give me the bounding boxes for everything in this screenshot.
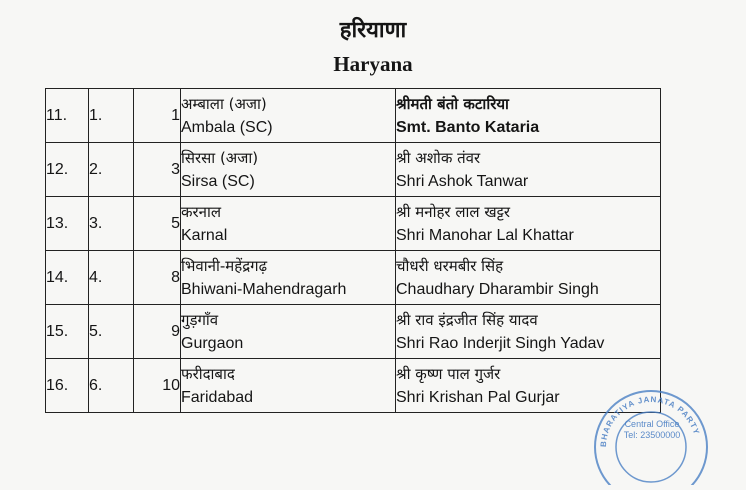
candidate-cell [396, 89, 661, 143]
state-serial-cell [89, 197, 134, 251]
candidate-name-hindi: श्री अशोक तंवर [396, 148, 481, 167]
state-serial-cell [89, 143, 134, 197]
serial-number: 16. [46, 376, 69, 394]
constituency-name-hindi: अम्बाला (अजा) [181, 94, 267, 113]
stamp-ring-text: BHARATIYA JANATA PARTY [598, 394, 702, 448]
table-row [46, 89, 661, 143]
candidate-cell [396, 197, 661, 251]
constituency-number: 1 [171, 106, 180, 124]
constituency-number: 5 [171, 214, 180, 232]
state-title-english: Haryana [333, 52, 413, 76]
candidate-name-english: Shri Manohar Lal Khattar [396, 226, 574, 244]
constituency-name-english: Sirsa (SC) [181, 172, 255, 190]
state-serial-number: 2. [89, 160, 103, 178]
stamp-line-2: Tel: 23500000 [623, 430, 681, 440]
serial-number-cell [46, 197, 89, 251]
constituency-name-hindi: सिरसा (अजा) [181, 148, 259, 167]
constituency-cell [181, 143, 396, 197]
serial-number-cell [46, 143, 89, 197]
constituency-cell [181, 359, 396, 413]
candidate-name-hindi: चौधरी धरमबीर सिंह [396, 256, 504, 275]
constituency-cell [181, 305, 396, 359]
office-stamp [590, 385, 708, 485]
serial-number: 11. [46, 106, 68, 124]
state-serial-cell [89, 305, 134, 359]
constituency-name-english: Ambala (SC) [181, 118, 273, 136]
constituency-cell [181, 89, 396, 143]
stamp-graphic [590, 385, 708, 485]
table-row [46, 197, 661, 251]
serial-number-cell [46, 305, 89, 359]
table-row [46, 305, 661, 359]
candidate-name-hindi: श्री मनोहर लाल खट्टर [396, 202, 511, 221]
constituency-name-english: Karnal [181, 226, 228, 244]
state-serial-number: 1. [89, 106, 103, 124]
constituency-name-hindi: भिवानी-महेंद्रगढ़ [181, 256, 268, 275]
candidate-name-hindi: श्री कृष्ण पाल गुर्जर [396, 364, 501, 383]
constituency-name-hindi: करनाल [181, 202, 222, 221]
constituency-name-hindi: फरीदाबाद [181, 364, 235, 383]
table-row [46, 359, 661, 413]
pc-number-cell [134, 143, 181, 197]
serial-number: 15. [46, 322, 69, 340]
pc-number-cell [134, 251, 181, 305]
constituency-name-english: Bhiwani-Mahendragarh [181, 280, 347, 298]
serial-number-cell [46, 89, 89, 143]
constituency-name-english: Faridabad [181, 388, 254, 406]
serial-number: 14. [46, 268, 69, 286]
state-serial-cell [89, 359, 134, 413]
constituency-number: 9 [171, 322, 180, 340]
candidate-name-hindi: श्रीमती बंतो कटारिया [396, 94, 509, 113]
candidate-name-hindi: श्री राव इंद्रजीत सिंह यादव [396, 310, 538, 329]
candidate-cell [396, 143, 661, 197]
table-row [46, 251, 661, 305]
serial-number-cell [46, 251, 89, 305]
candidate-name-english: Shri Rao Inderjit Singh Yadav [396, 334, 605, 352]
pc-number-cell [134, 89, 181, 143]
constituency-number: 10 [162, 376, 180, 394]
table-row [46, 143, 661, 197]
state-serial-cell [89, 251, 134, 305]
constituency-number: 3 [171, 160, 180, 178]
candidate-table [45, 88, 661, 413]
candidate-name-english: Smt. Banto Kataria [396, 118, 540, 136]
constituency-name-english: Gurgaon [181, 334, 244, 352]
pc-number-cell [134, 359, 181, 413]
state-serial-number: 5. [89, 322, 103, 340]
serial-number: 12. [46, 160, 69, 178]
candidate-cell [396, 251, 661, 305]
serial-number-cell [46, 359, 89, 413]
candidate-name-english: Chaudhary Dharambir Singh [396, 280, 599, 298]
constituency-name-hindi: गुड़गाँव [181, 310, 219, 329]
constituency-number: 8 [171, 268, 180, 286]
candidate-table-body [46, 89, 661, 413]
pc-number-cell [134, 197, 181, 251]
stamp-line-1: Central Office [624, 419, 680, 429]
state-serial-number: 3. [89, 214, 103, 232]
pc-number-cell [134, 305, 181, 359]
constituency-cell [181, 197, 396, 251]
candidate-name-english: Shri Ashok Tanwar [396, 172, 529, 190]
state-serial-number: 6. [89, 376, 103, 394]
candidate-cell [396, 305, 661, 359]
state-serial-number: 4. [89, 268, 103, 286]
serial-number: 13. [46, 214, 69, 232]
candidate-name-english: Shri Krishan Pal Gurjar [396, 388, 560, 406]
constituency-cell [181, 251, 396, 305]
state-serial-cell [89, 89, 134, 143]
state-title-hindi: हरियाणा [339, 18, 407, 43]
